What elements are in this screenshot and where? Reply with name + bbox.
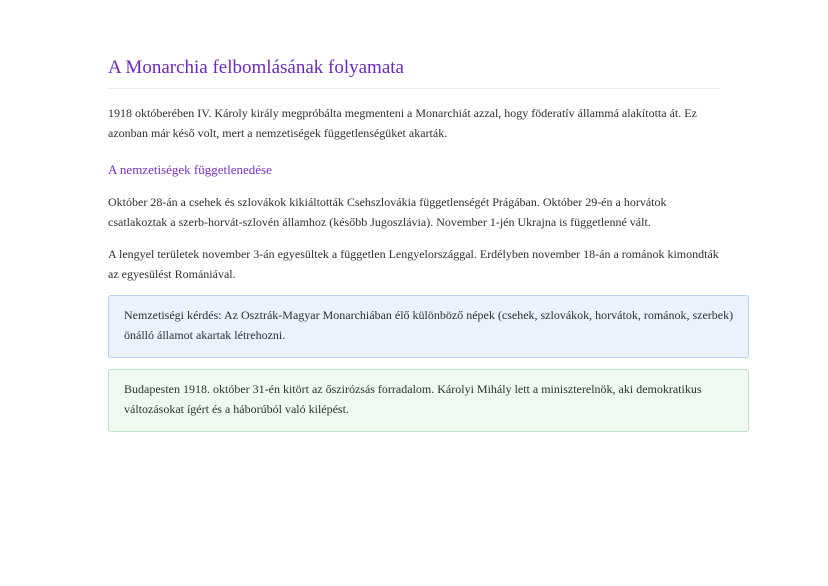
paragraph-independence: Október 28-án a csehek és szlovákok kikiáltották Csehszlovákia függetlenségét Prágában. Október 29-én a horvátok csatlakoztak a szerb-horvát-szlovén államhoz (később Jugoszlávia). November 1-jén Ukrajna is függetlenné vált. <box>108 195 667 229</box>
info-box-nationality-question: Nemzetiségi kérdés: Az Osztrák-Magyar Monarchiában élő különböző népek (csehek, szlovákok, horvátok, románok, szerbek) önálló államot akartak létrehozni. <box>108 295 749 358</box>
section-heading: A nemzetiségek függetlenedése <box>108 162 272 177</box>
info-box-aster-revolution: Budapesten 1918. október 31-én kitört az őszirózsás forradalom. Károlyi Mihály lett a miniszterelnök, aki demokratikus változásokat ígért és a háborúból való kilépést. <box>108 369 749 432</box>
intro-paragraph: 1918 októberében IV. Károly király megpróbálta megmenteni a Monarchiát azzal, hogy föderatív állammá alakította át. Ez azonban már késő volt, mert a nemzetiségek függetlenségüket akarták. <box>108 106 697 140</box>
page-title: A Monarchia felbomlásának folyamata <box>108 56 720 89</box>
paragraph-unification: A lengyel területek november 3-án egyesültek a független Lengyelországgal. Erdélyben november 18-án a románok kimondták az egyesülést Romániával. <box>108 247 719 281</box>
